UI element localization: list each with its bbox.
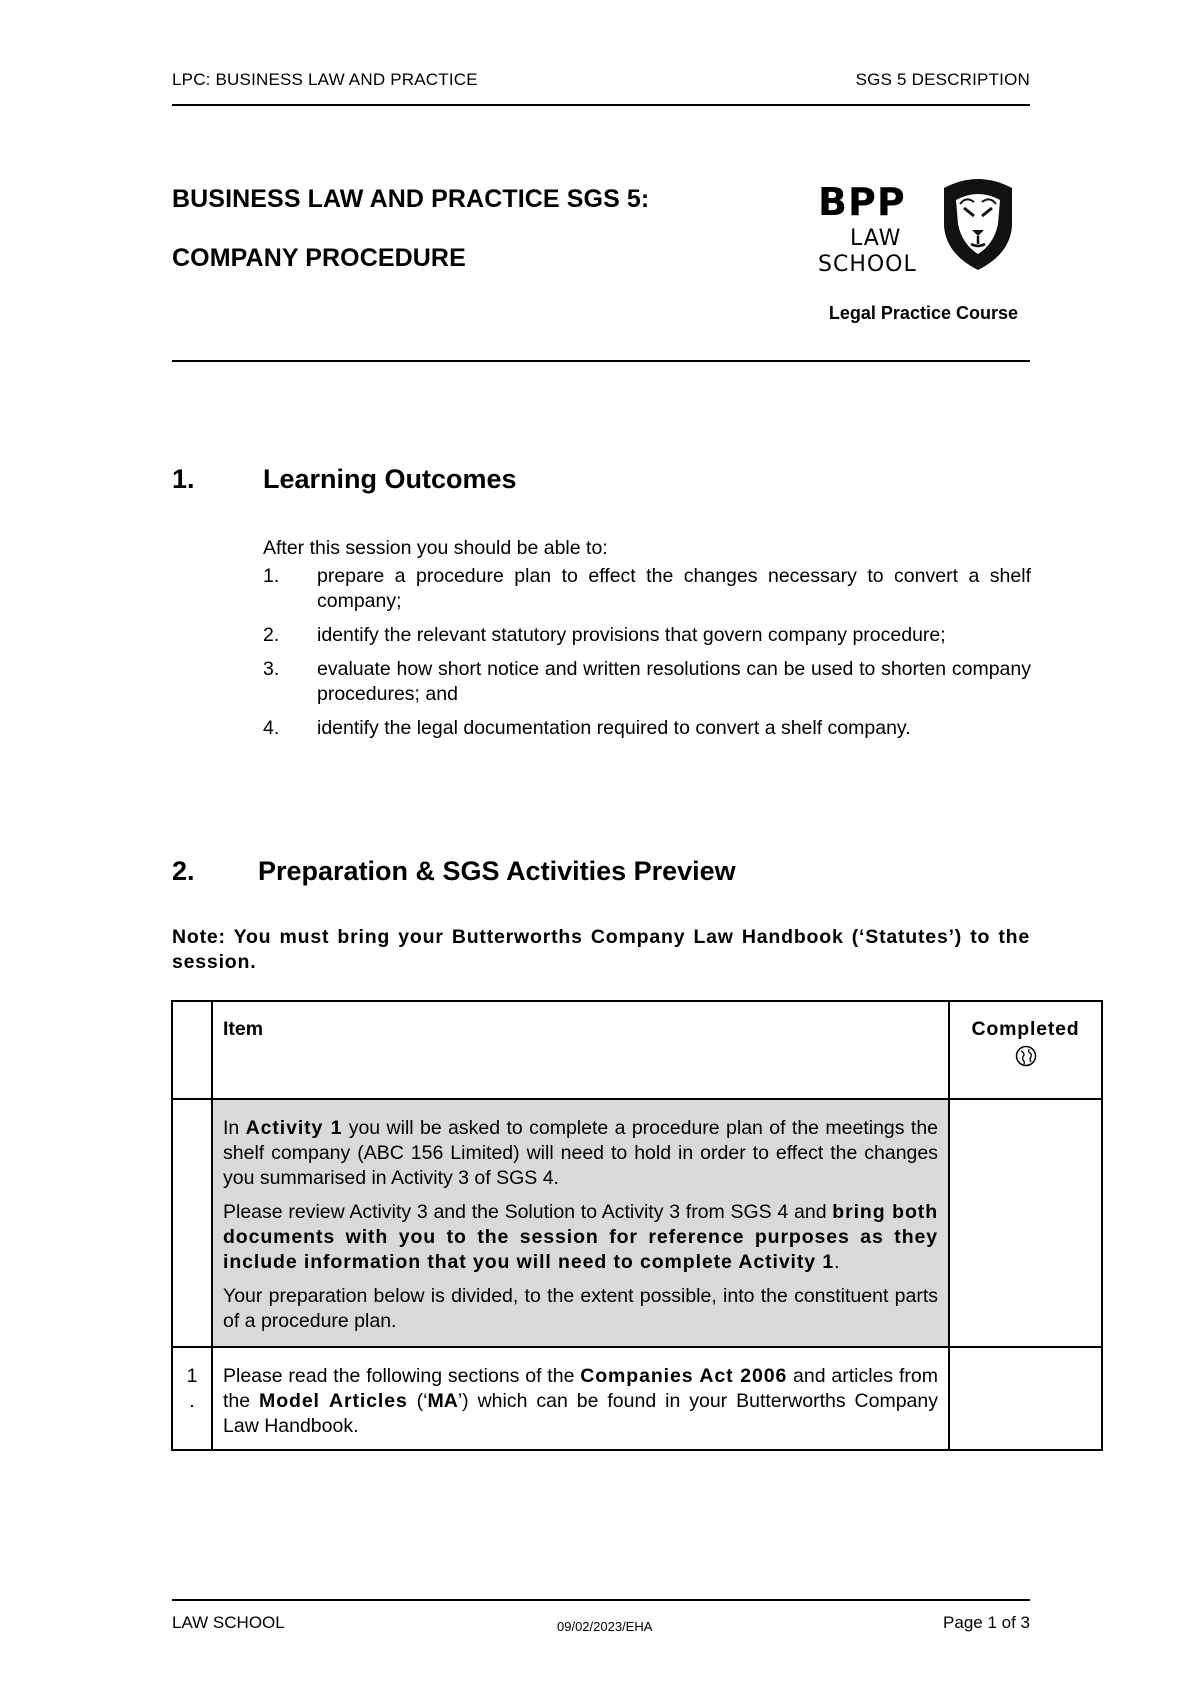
table-cell-completed bbox=[949, 1347, 1102, 1450]
reading-instruction-cell bbox=[212, 1347, 949, 1450]
header-course: LPC: BUSINESS LAW AND PRACTICE bbox=[172, 70, 478, 89]
section2-number: 2. bbox=[172, 856, 195, 886]
text-run-bold: Model Articles bbox=[259, 1390, 408, 1412]
table-cell-completed bbox=[949, 1099, 1102, 1347]
page-number: Page 1 of 3 bbox=[943, 1613, 1030, 1632]
list-item-text: identify the legal documentation required to convert a shelf company. bbox=[317, 717, 911, 739]
doc-title-line1: BUSINESS LAW AND PRACTICE SGS 5: bbox=[172, 185, 650, 213]
activities-table bbox=[171, 1000, 1103, 1451]
activity-intro-para2 bbox=[223, 1200, 938, 1275]
learning-outcomes-list bbox=[263, 564, 1031, 750]
list-item-number: 4. bbox=[263, 717, 280, 739]
text-run: (‘ bbox=[407, 1390, 428, 1412]
table-header-num bbox=[172, 1001, 212, 1099]
activity-intro-cell bbox=[212, 1099, 949, 1347]
section1-intro: After this session you should be able to: bbox=[263, 537, 608, 559]
list-item bbox=[263, 716, 1031, 741]
list-item bbox=[263, 657, 1031, 707]
text-run: and articles from the bbox=[223, 1365, 938, 1412]
row-number: 1 bbox=[186, 1365, 198, 1387]
activity-intro-para1 bbox=[223, 1116, 938, 1191]
header-divider bbox=[172, 104, 1030, 106]
list-item-number: 1. bbox=[263, 565, 280, 587]
statutes-note: Note: You must bring your Butterworths Company Law Handbook (‘Statutes’) to the session. bbox=[172, 926, 1030, 973]
text-run: ’) which can be found in your Butterworths Company Law Handbook. bbox=[223, 1390, 938, 1437]
doc-title-line2: COMPANY PROCEDURE bbox=[172, 244, 466, 272]
bpp-logo bbox=[818, 180, 1018, 280]
list-item-number: 3. bbox=[263, 658, 280, 680]
list-item bbox=[263, 564, 1031, 614]
text-run: In bbox=[223, 1117, 246, 1139]
footer-ref: 09/02/2023/EHA bbox=[557, 1619, 653, 1634]
section2-title: Preparation & SGS Activities Preview bbox=[258, 856, 736, 886]
logo-law: LAW bbox=[850, 226, 902, 251]
table-row bbox=[172, 1347, 1102, 1450]
text-run: Please read the following sections of the bbox=[223, 1365, 581, 1387]
text-run-bold: bring both documents with you to the session for reference purposes as they include information that you will need to complete Activity 1 bbox=[223, 1201, 939, 1273]
table-header-item: Item bbox=[212, 1001, 949, 1099]
list-item-text: identify the relevant statutory provisions that govern company procedure; bbox=[317, 624, 946, 646]
lion-shield-icon bbox=[938, 174, 1018, 272]
title-divider bbox=[172, 360, 1030, 362]
list-item-text: prepare a procedure plan to effect the changes necessary to convert a shelf company; bbox=[317, 565, 1031, 612]
table-header-completed bbox=[949, 1001, 1102, 1099]
table-row bbox=[172, 1099, 1102, 1347]
text-run: . bbox=[834, 1251, 840, 1273]
header-doc-type: SGS 5 DESCRIPTION bbox=[855, 70, 1030, 89]
footer-divider bbox=[172, 1599, 1030, 1601]
list-item-number: 2. bbox=[263, 624, 280, 646]
activity-intro-para3: Your preparation below is divided, to the extent possible, into the constituent parts of a procedure plan. bbox=[223, 1285, 938, 1332]
section1-number: 1. bbox=[172, 464, 195, 494]
footer-left: LAW SCHOOL bbox=[172, 1613, 285, 1632]
logo-brand: BPP bbox=[818, 180, 906, 224]
completed-label: Completed bbox=[971, 1018, 1080, 1040]
row-number-dot: . bbox=[189, 1390, 195, 1412]
text-run: Please review Activity 3 and the Solution to Activity 3 from SGS 4 and bbox=[223, 1201, 833, 1223]
text-run: you will be asked to complete a procedure plan of the meetings the shelf company (ABC 156 Limited) will need to hold in order to effect the changes you summarised in Activity 3 of SGS 4. bbox=[223, 1117, 939, 1189]
course-label: Legal Practice Course bbox=[828, 303, 1018, 323]
globe-icon bbox=[1015, 1045, 1037, 1067]
text-run-bold: Companies Act 2006 bbox=[580, 1365, 788, 1387]
table-cell-num bbox=[172, 1099, 212, 1347]
text-run-bold: Activity 1 bbox=[245, 1117, 343, 1139]
text-run-bold: MA bbox=[427, 1390, 458, 1412]
list-item-text: evaluate how short notice and written resolutions can be used to shorten company procedures; and bbox=[317, 658, 1031, 705]
list-item bbox=[263, 623, 1031, 648]
table-header-row bbox=[172, 1001, 1102, 1099]
logo-school: SCHOOL bbox=[818, 252, 917, 277]
section1-title: Learning Outcomes bbox=[263, 464, 517, 494]
table-cell-num bbox=[172, 1347, 212, 1450]
